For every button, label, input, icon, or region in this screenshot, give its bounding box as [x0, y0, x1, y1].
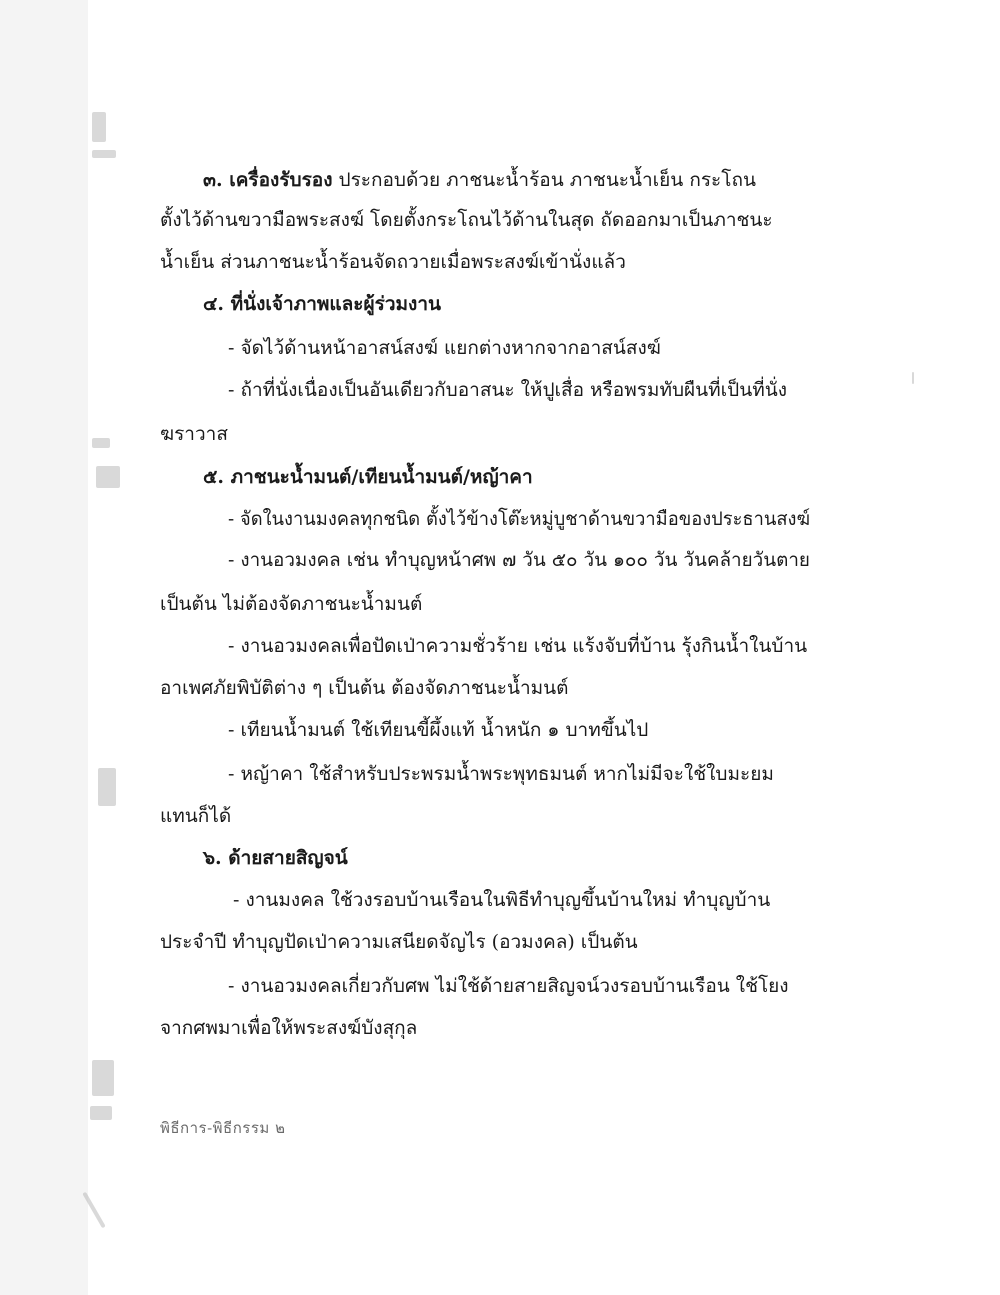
doc-line	[228, 507, 810, 531]
section-heading: ๖. ด้ายสายสิญจน์	[203, 847, 348, 869]
doc-line	[228, 378, 787, 402]
section-heading: ๓. เครื่องรับรอง	[203, 169, 333, 191]
doc-line	[203, 292, 441, 316]
doc-line	[228, 548, 810, 572]
line-text: - ถ้าที่นั่งเนื่องเป็นอันเดียวกับอาสนะ ให้ปูเสื่อ หรือพรมทับผืนที่เป็นที่นั่ง	[228, 379, 788, 401]
scan-mark	[92, 150, 116, 158]
line-text: น้ำเย็น ส่วนภาชนะน้ำร้อนจัดถวายเมื่อพระสงฆ์เข้านั่งแล้ว	[160, 251, 626, 273]
doc-line	[160, 1016, 417, 1040]
doc-line	[228, 974, 789, 998]
line-text: ประกอบด้วย ภาชนะน้ำร้อน ภาชนะน้ำเย็น กระโถน	[332, 169, 756, 191]
doc-line	[160, 930, 638, 954]
scan-mark	[90, 1106, 112, 1120]
line-text: แทนก็ได้	[160, 805, 232, 827]
line-text: - จัดในงานมงคลทุกชนิด ตั้งไว้ข้างโต๊ะหมู่บูชาด้านขวามือของประธานสงฆ์	[228, 508, 811, 530]
scan-mark	[912, 372, 914, 384]
scan-mark	[98, 768, 116, 806]
scan-mark	[92, 112, 106, 142]
doc-line	[203, 168, 756, 192]
doc-line	[160, 676, 569, 700]
line-text: ประจำปี ทำบุญปัดเป่าความเสนียดจัญไร (อวมงคล) เป็นต้น	[160, 931, 638, 953]
doc-line	[228, 336, 661, 360]
line-text: ฆราวาส	[160, 423, 228, 445]
doc-line	[160, 250, 626, 274]
line-text: ตั้งไว้ด้านขวามือพระสงฆ์ โดยตั้งกระโถนไว้ด้านในสุด ถัดออกมาเป็นภาชนะ	[160, 209, 773, 231]
doc-line	[228, 762, 774, 786]
scan-mark	[92, 438, 110, 448]
section-heading: ๔. ที่นั่งเจ้าภาพและผู้ร่วมงาน	[203, 293, 441, 315]
line-text: - งานอวมงคล เช่น ทำบุญหน้าศพ ๗ วัน ๕๐ วัน ๑๐๐ วัน วันคล้ายวันตาย	[228, 549, 810, 571]
doc-line	[203, 846, 348, 870]
line-text: - งานมงคล ใช้วงรอบบ้านเรือนในพิธีทำบุญขึ้นบ้านใหม่ ทำบุญบ้าน	[233, 889, 771, 911]
doc-line	[228, 718, 648, 742]
line-text: จากศพมาเพื่อให้พระสงฆ์บังสุกุล	[160, 1017, 418, 1039]
line-text: อาเพศภัยพิบัติต่าง ๆ เป็นต้น ต้องจัดภาชนะน้ำมนต์	[160, 677, 569, 699]
line-text: - เทียนน้ำมนต์ ใช้เทียนขี้ผึ้งแท้ น้ำหนัก ๑ บาทขึ้นไป	[228, 719, 649, 741]
scan-mark	[92, 1060, 114, 1096]
section-heading: ๕. ภาชนะน้ำมนต์/เทียนน้ำมนต์/หญ้าคา	[203, 466, 533, 488]
doc-line	[160, 422, 228, 446]
doc-line	[160, 208, 773, 232]
line-text: - งานอวมงคลเกี่ยวกับศพ ไม่ใช้ด้ายสายสิญจน์วงรอบบ้านเรือน ใช้โยง	[228, 975, 789, 997]
doc-line	[228, 634, 807, 658]
doc-line	[203, 465, 533, 489]
scan-mark	[96, 466, 120, 488]
line-text: - จัดไว้ด้านหน้าอาสน์สงฆ์ แยกต่างหากจากอาสน์สงฆ์	[228, 337, 661, 359]
line-text: - งานอวมงคลเพื่อปัดเป่าความชั่วร้าย เช่น แร้งจับที่บ้าน รุ้งกินน้ำในบ้าน	[228, 635, 808, 657]
doc-line	[160, 592, 422, 616]
doc-line	[160, 804, 231, 828]
line-text: เป็นต้น ไม่ต้องจัดภาชนะน้ำมนต์	[160, 593, 423, 615]
doc-line	[233, 888, 770, 912]
line-text: - หญ้าคา ใช้สำหรับประพรมน้ำพระพุทธมนต์ หากไม่มีจะใช้ใบมะยม	[228, 763, 774, 785]
page-footer: พิธีการ-พิธีกรรม ๒	[160, 1119, 286, 1137]
